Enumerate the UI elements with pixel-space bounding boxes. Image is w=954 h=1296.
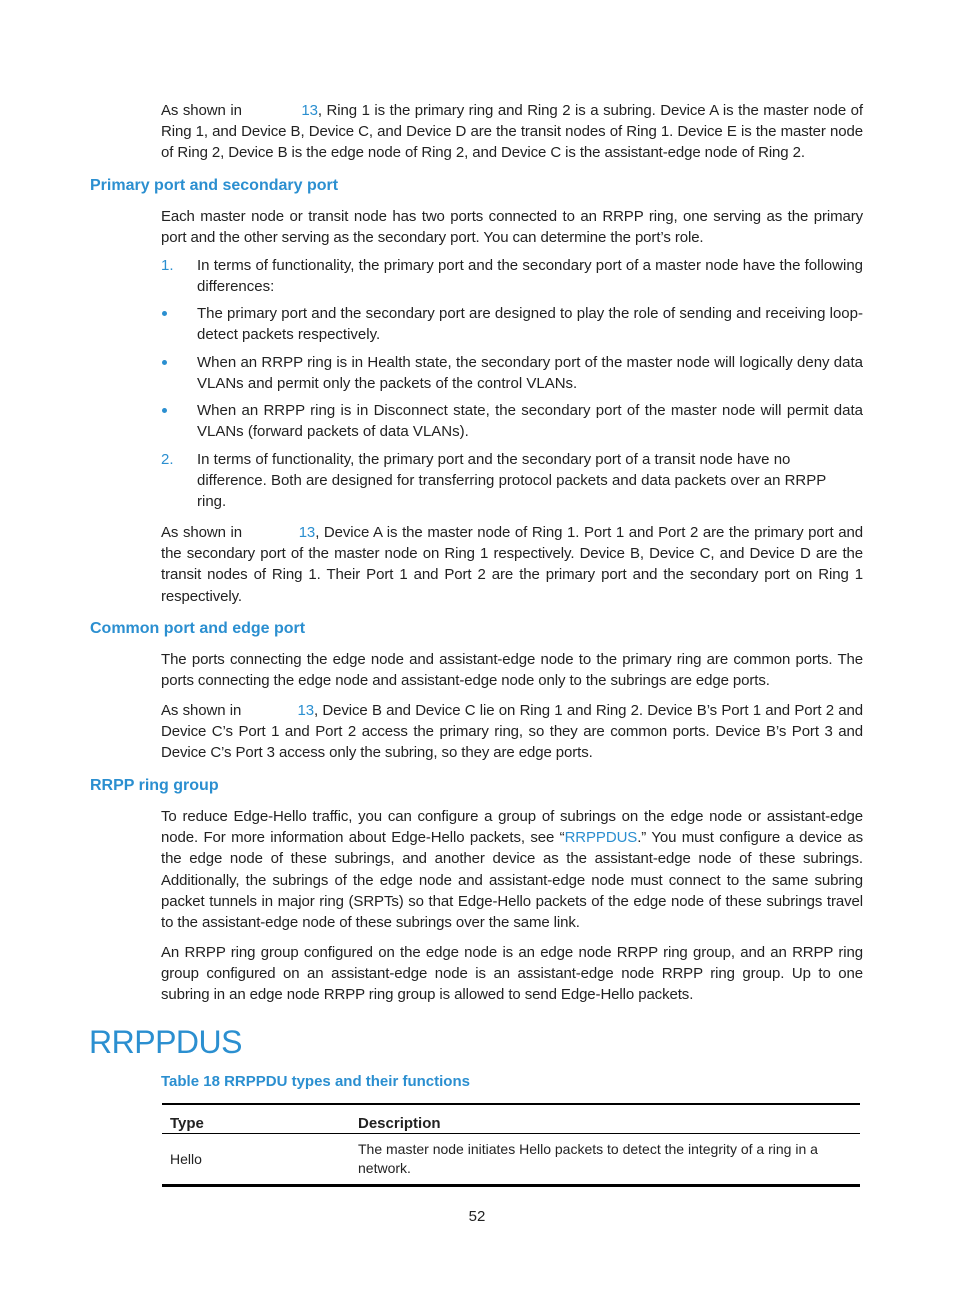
paragraph-ring-overview	[161, 100, 863, 164]
bullet-item-2	[161, 352, 863, 394]
paragraph-common-edge-example	[161, 700, 863, 764]
bullet-item-1	[161, 303, 863, 345]
paragraph-body: , Device A is the master node of Ring 1. Port 1 and Port 2 are the primary port and the secondary port of the master node on Ring 1 respectively. Device B, Device C, and Device D are the transit nodes of Ring 1. Their Port 1 and Port 2 are the primary port and the secondary port on Ring 1 respectively.	[161, 524, 864, 605]
paragraph-prefix: As shown in	[161, 102, 247, 119]
list-item-text: In terms of functionality, the primary port and the secondary port of a transit node have no difference. Both are designed for transferring protocol packets and data packets over an RRPP ring.	[197, 451, 826, 511]
paragraph-body: To reduce Edge-Hello traffic, you can configure a group of subrings on the edge node or assistant-edge node. For more information about Edge-Hello packets, see “	[161, 808, 863, 847]
heading-common-edge-port: Common port and edge port	[90, 620, 306, 637]
column-header-description: Description	[350, 1104, 860, 1134]
paragraph-ring-group-types: An RRPP ring group configured on the edge node is an edge node RRPP ring group, and an RRPP ring group configured on an assistant-edge node is an assistant-edge node RRPP ring group. Up to one subring in an edge node RRPP ring group is allowed to send Edge-Hello packets.	[161, 944, 863, 1004]
column-header-type: Type	[162, 1104, 350, 1134]
paragraph-ring1-ports	[161, 522, 863, 607]
paragraph-common-edge-definition: The ports connecting the edge node and assistant-edge node to the primary ring are common ports. The ports connecting the edge node and assistant-edge node only to the subrings are edge ports.	[161, 651, 863, 690]
bullet-text: When an RRPP ring is in Disconnect state, the secondary port of the master node will permit data VLANs (forward packets of data VLANs).	[197, 402, 863, 441]
section-title-rrppdus: RRPPDUS	[89, 1024, 242, 1060]
table-caption: Table 18 RRPPDU types and their functions	[161, 1073, 470, 1090]
heading-rrpp-ring-group: RRPP ring group	[90, 777, 219, 794]
page-number: 52	[468, 1208, 486, 1225]
table-header-row	[162, 1104, 860, 1134]
list-number: 1.	[161, 257, 174, 274]
rrppdu-types-table	[162, 1103, 860, 1187]
bullet-icon	[162, 311, 167, 316]
bullet-icon	[162, 408, 167, 413]
list-item-text: In terms of functionality, the primary port and the secondary port of a master node have the following differences:	[197, 257, 863, 296]
bullet-text: When an RRPP ring is in Health state, the secondary port of the master node will logically deny data VLANs and permit only the packets of the control VLANs.	[197, 354, 863, 393]
figure-link[interactable]: 13	[297, 702, 315, 719]
bullet-text: The primary port and the secondary port are designed to play the role of sending and receiving loop-detect packets respectively.	[197, 305, 863, 344]
paragraph-body: , Device B and Device C lie on Ring 1 and Ring 2. Device B’s Port 1 and Port 2 and Device C’s Port 1 and Port 2 access the primary ring, so they are common ports. Device B’s Port 3 and Device C’s Port 3 access only the subring, so they are edge ports.	[161, 702, 864, 762]
bullet-icon	[162, 360, 167, 365]
table-cell-type: Hello	[162, 1134, 350, 1186]
rrppdus-link[interactable]: RRPPDUS	[564, 829, 638, 847]
list-item-1	[161, 255, 863, 297]
paragraph-prefix: As shown in	[161, 702, 246, 719]
list-number: 2.	[161, 451, 174, 468]
heading-primary-secondary-port: Primary port and secondary port	[90, 177, 339, 194]
paragraph-body: , Ring 1 is the primary ring and Ring 2 is a subring. Device A is the master node of Ring 1, and Device B, Device C, and Device D are the transit nodes of Ring 1. Device E is the master node of Ring 2, Device B is the edge node of Ring 2, and Device C is the assistant-edge node of Ring 2.	[161, 102, 863, 162]
list-item-2	[161, 449, 863, 513]
figure-link[interactable]: 13	[298, 524, 316, 541]
paragraph-body: .” You must configure a device as the edge node of these subrings, and another device as the assistant-edge node of these subrings. Additionally, the subrings of the edge node and assistant-edge node must connect to the same subring packet tunnels in major ring (SRPTs) so that Edge-Hello packets of the edge node of these subrings travel to the assistant-edge node of these subrings over the same link.	[161, 829, 863, 932]
table-cell-description: The master node initiates Hello packets to detect the integrity of a ring in a network.	[350, 1134, 860, 1186]
bullet-item-3	[161, 400, 863, 442]
paragraph-port-roles: Each master node or transit node has two ports connected to an RRPP ring, one serving as the primary port and the other serving as the secondary port. You can determine the port’s role.	[161, 208, 863, 247]
figure-link[interactable]: 13	[301, 102, 318, 119]
paragraph-ring-group-intro	[161, 806, 863, 933]
table-row	[162, 1134, 860, 1186]
paragraph-prefix: As shown in	[161, 524, 247, 541]
